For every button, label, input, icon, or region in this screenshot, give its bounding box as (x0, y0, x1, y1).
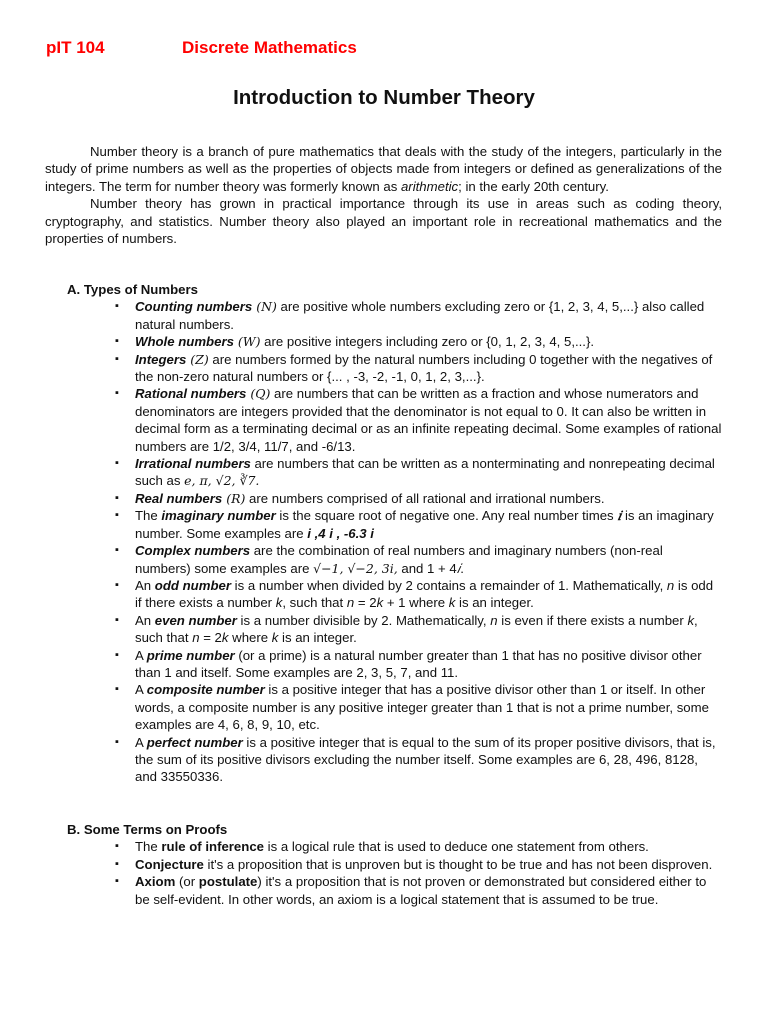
list-item-rational-numbers: ▪ Rational numbers (𝑄) are numbers that can be written as a fraction and whose numerators and denominators are integers provided that the denominator is not equal to 0. It can also be written in decimal form as a terminating decimal or as an infinite repeating decimal. Some examples of rational numbers are 1/2, 3/4, 11/7, and -6/13. (135, 385, 722, 455)
types-of-numbers-section (45, 281, 722, 786)
list-item-real-numbers: ▪ Real numbers (𝑅) are numbers comprised of all rational and irrational numbers. (135, 490, 722, 507)
list-item-irrational-numbers: ▪ Irrational numbers are numbers that can be written as a nonterminating and nonrepeating decimal such as 𝑒, 𝜋, √2, ∛7. (135, 455, 722, 490)
arithmetic-term: arithmetic (400, 178, 459, 194)
list-item-odd-number: ▪ An odd number is a number when divided by 2 contains a remainder of 1. Mathematically, n is odd if there exists a number k, such that n = 2k + 1 where k is an integer. (135, 577, 722, 612)
list-item-complex-numbers: ▪ Complex numbers are the combination of real numbers and imaginary numbers (non-real numbers) some examples are √−1, √−2, 3𝑖, and 1 + 4𝑖. (135, 542, 722, 577)
types-of-numbers-list (45, 298, 722, 785)
list-item-rule-of-inference: ▪ The rule of inference is a logical rule that is used to deduce one statement from others. (135, 838, 722, 855)
page-header (46, 38, 726, 62)
intro-paragraph-1: Number theory is a branch of pure mathematics that deals with the study of the integers, particularly in the study of prime numbers as well as the properties of objects made from integers or defined as generalizations of the integers. The term for number theory was formerly known as arithmetic; in the early 20th century. (45, 144, 722, 194)
terms-on-proofs-section (45, 821, 722, 908)
list-item-prime-number: ▪ A prime number (or a prime) is a natural number greater than 1 that has no positive divisor other than 1 and itself. Some examples are 2, 3, 5, 7, and 11. (135, 647, 722, 682)
list-item-composite-number: ▪ A composite number is a positive integer that has a positive divisor other than 1 or itself. In other words, a composite number is any positive integer greater than 1 that is not a prime number, some examples are 4, 6, 8, 9, 10, etc. (135, 681, 722, 733)
list-item-conjecture: ▪ Conjecture it's a proposition that is unproven but is thought to be true and has not been disproven. (135, 856, 722, 873)
list-item-integers: ▪ Integers (𝑍) are numbers formed by the natural numbers including 0 together with the negatives of the non-zero natural numbers or {... , -3, -2, -1, 0, 1, 2, 3,...}. (135, 351, 722, 386)
section-b-heading: B. Some Terms on Proofs (67, 822, 228, 837)
list-item-even-number: ▪ An even number is a number divisible by 2. Mathematically, n is even if there exists a number k, such that n = 2k where k is an integer. (135, 612, 722, 647)
course-name: Discrete Mathematics (182, 38, 357, 57)
intro-section (45, 143, 722, 247)
list-item-axiom: ▪ Axiom (or postulate) it's a proposition that is not proven or demonstrated but considered either to be self-evident. In other words, an axiom is a logical statement that is assumed to be true. (135, 873, 722, 908)
list-item-imaginary-number: ▪ The imaginary number is the square root of negative one. Any real number times 𝑖 is an imaginary number. Some examples are i ,4 i , -6.3 i (135, 507, 722, 542)
intro-paragraph-2: Number theory has grown in practical importance through its use in areas such as coding theory, cryptography, and statistics. Number theory also played an important role in recreational mathematics and the properties of numbers. (45, 196, 722, 247)
course-code: pIT 104 (46, 38, 105, 57)
list-item-perfect-number: ▪ A perfect number is a positive integer that is equal to the sum of its proper positive divisors, that is, the sum of its positive divisors excluding the number itself. Some examples are 6, 28, 496, 8128, and 33550336. (135, 734, 722, 786)
list-item-counting-numbers: ▪ Counting numbers (𝑁) are positive whole numbers excluding zero or {1, 2, 3, 4, 5,...} also called natural numbers. (135, 298, 722, 333)
terms-on-proofs-list (45, 838, 722, 908)
list-item-whole-numbers: ▪ Whole numbers (𝑊) are positive integers including zero or {0, 1, 2, 3, 4, 5,...}. (135, 333, 722, 350)
section-a-heading: A. Types of Numbers (67, 282, 198, 297)
document-title: Introduction to Number Theory (233, 86, 535, 109)
